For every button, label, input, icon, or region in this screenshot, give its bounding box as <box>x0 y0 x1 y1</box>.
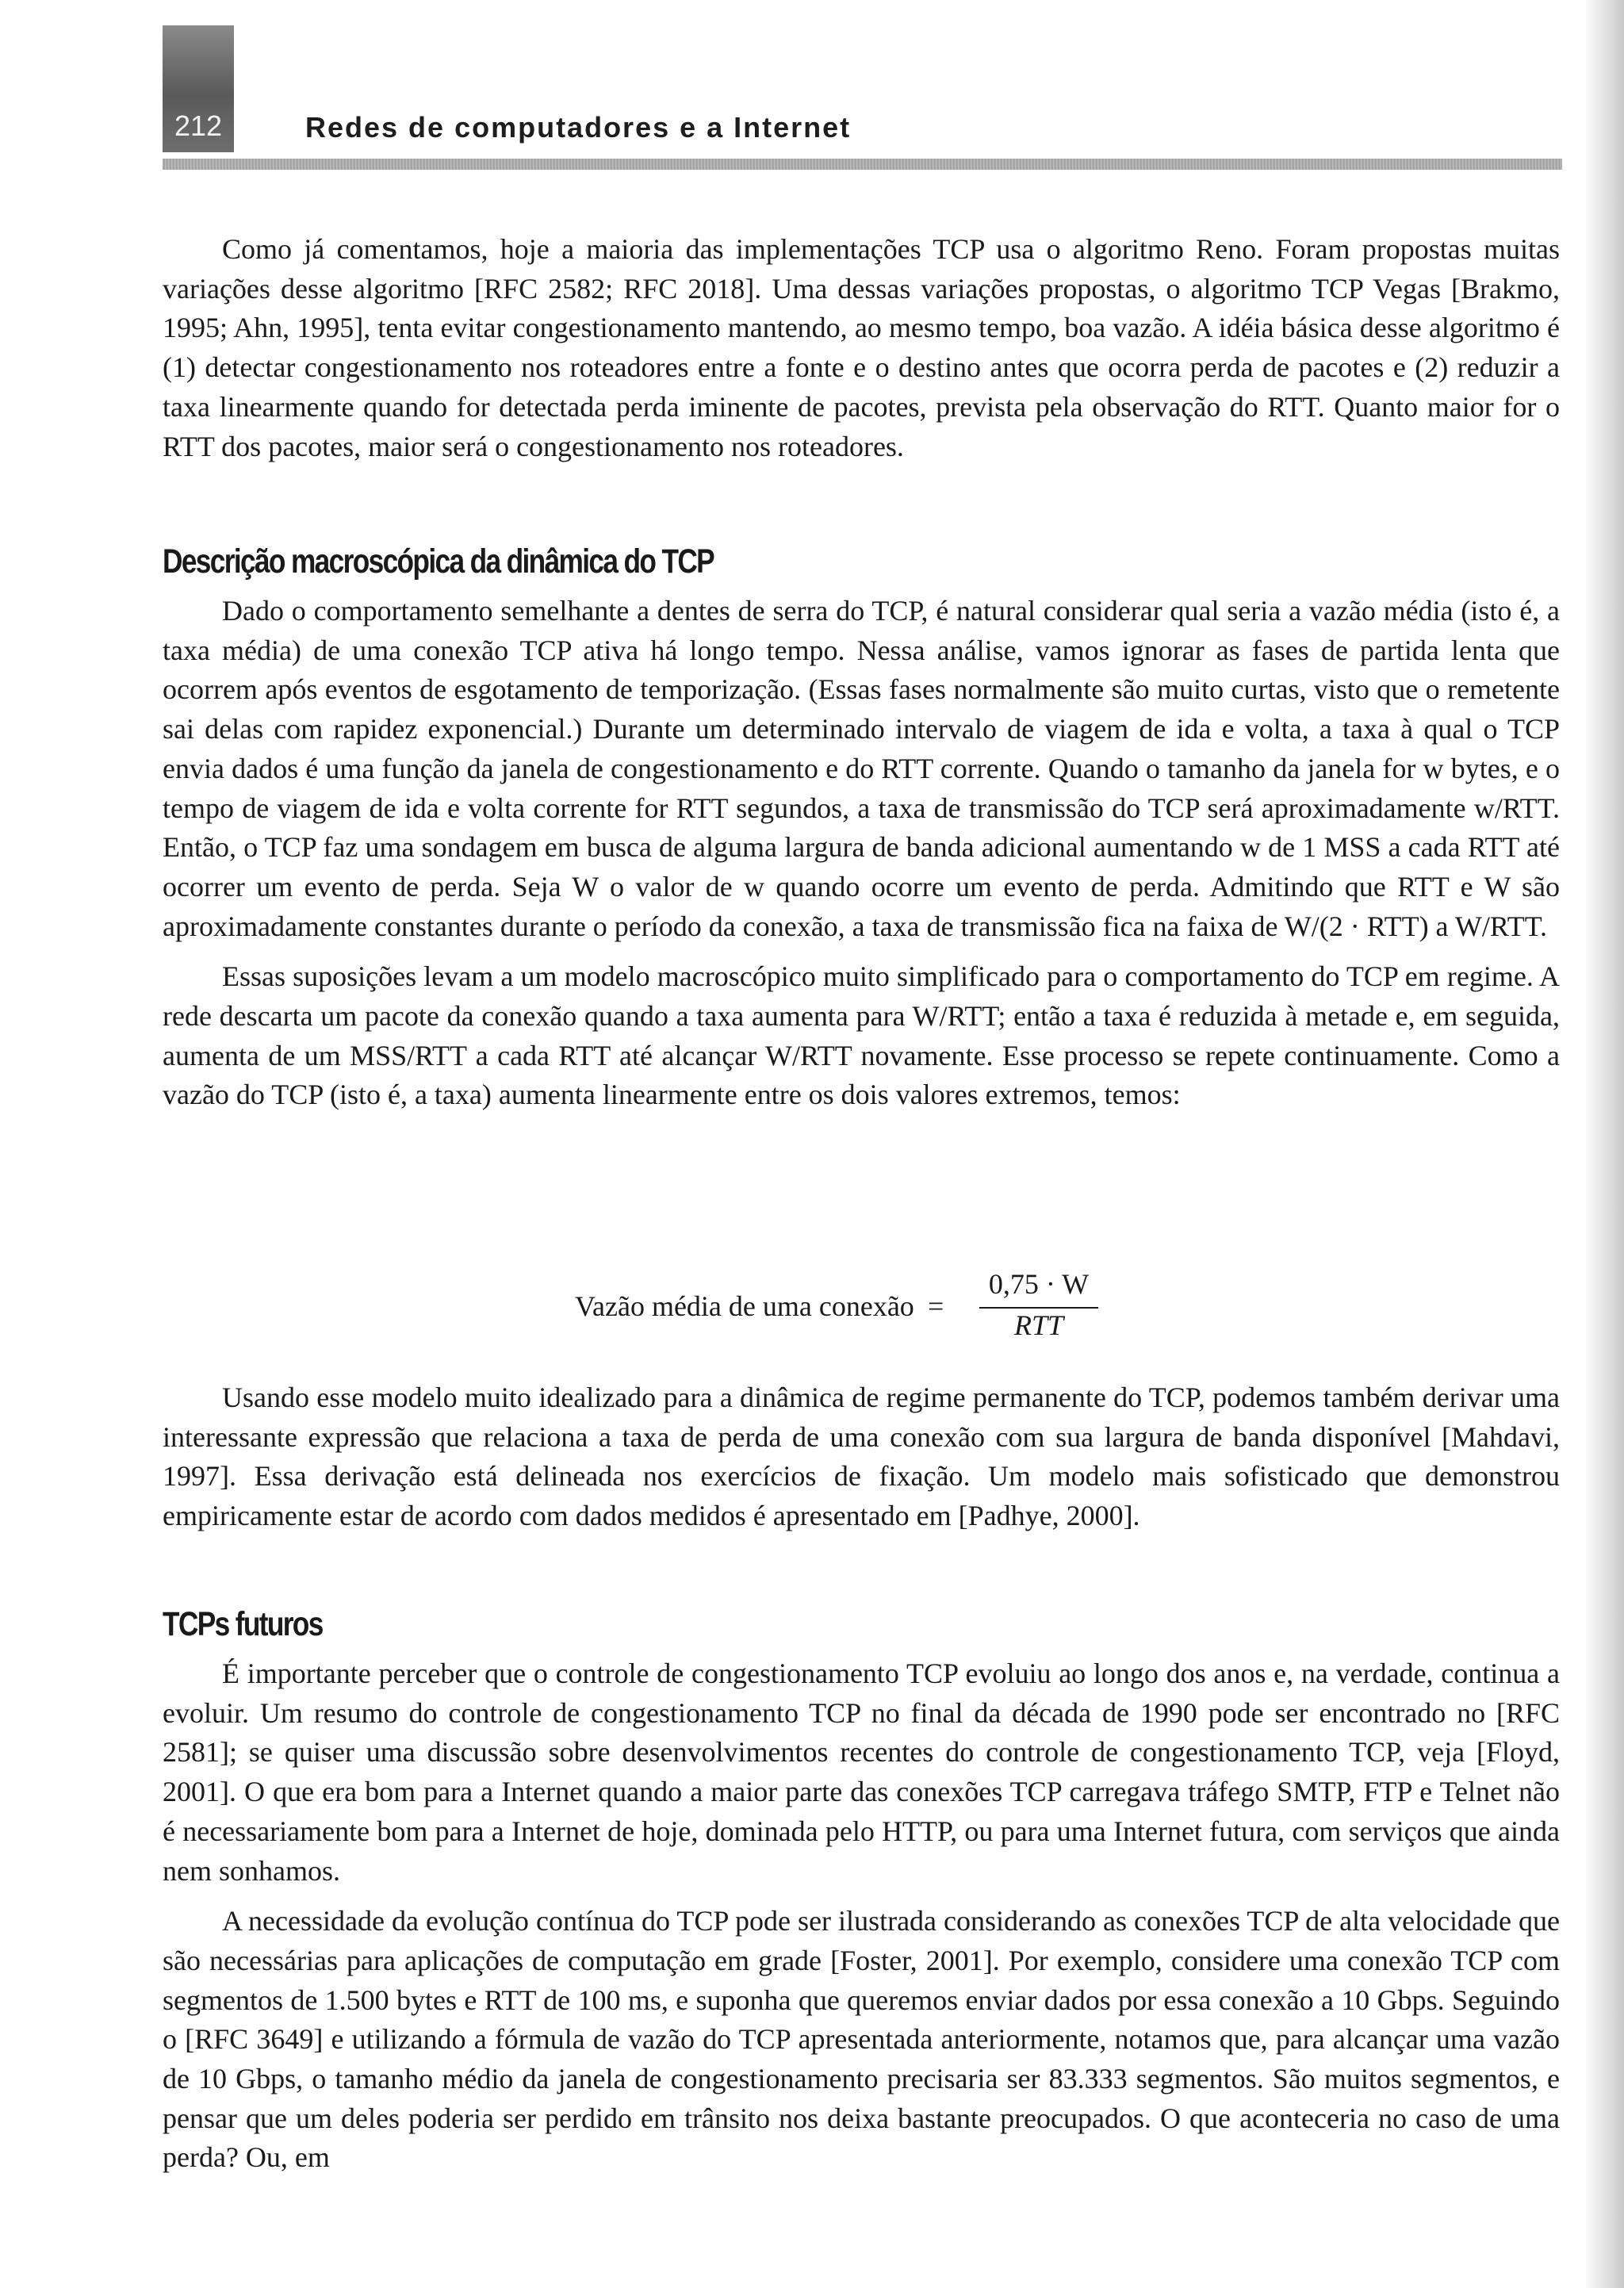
page-number: 212 <box>174 109 223 142</box>
running-title: Redes de computadores e a Internet <box>305 111 852 144</box>
intro-block <box>163 230 1560 477</box>
header-rule <box>163 159 1562 170</box>
section-future-tcps <box>163 1600 1560 2189</box>
equation-numerator: 0,75 · W <box>988 1268 1090 1300</box>
section-macroscopic <box>163 538 1560 1126</box>
page-edge-shadow <box>1586 0 1624 2288</box>
equation-label: Vazão média de uma conexão <box>575 1290 914 1322</box>
equation-sign: = <box>928 1290 944 1322</box>
paragraph: Dado o comportamento semelhante a dentes de serra do TCP, é natural considerar qual seria a vazão média (isto é, a taxa média) de uma conexão TCP ativa há longo tempo. Nessa análise, vamos ignorar as fases de partida lenta que ocorrem após eventos de esgotamento de temporização. (Essas fases normalmente são muito curtas, visto que o remetente sai delas com rapidez exponencial.) Durante um determinado intervalo de viagem de ida e volta, a taxa à qual o TCP envia dados é uma função da janela de congestionamento e do RTT corrente. Quando o tamanho da janela for w bytes, e o tempo de viagem de ida e volta corrente for RTT segundos, a taxa de transmissão do TCP será aproximadamente w/RTT. Então, o TCP faz uma sondagem em busca de alguma largura de banda adicional aumentando w de 1 MSS a cada RTT até ocorrer um evento de perda. Seja W o valor de w quando ocorre um evento de perda. Admitindo que RTT e W são aproximadamente constantes durante o período da conexão, a taxa de transmissão fica na faixa de W/(2 · RTT) a W/RTT. <box>163 595 1560 942</box>
section-heading: Descrição macroscópica da dinâmica do TCP <box>163 542 714 581</box>
section-macroscopic-cont <box>163 1378 1560 1547</box>
paragraph: Usando esse modelo muito idealizado para a dinâmica de regime permanente do TCP, podemos também derivar uma interessante expressão que relaciona a taxa de perda de uma conexão com sua largura de banda disponível [Mahdavi, 1997]. Essa derivação está delineada nos exercícios de fixação. Um modelo mais sofisticado que demonstrou empiricamente estar de acordo com dados medidos é apresentado em [Padhye, 2000]. <box>163 1382 1560 1532</box>
throughput-equation <box>575 1267 1130 1347</box>
paragraph: A necessidade da evolução contínua do TCP pode ser ilustrada considerando as conexões TCP de alta velocidade que são necessárias para aplicações de computação em grade [Foster, 2001]. Por exemplo, considere uma conexão TCP com segmentos de 1.500 bytes e RTT de 100 ms, e suponha que queremos enviar dados por essa conexão a 10 Gbps. Seguindo o [RFC 3649] e utilizando a fórmula de vazão do TCP apresentada anteriormente, notamos que, para alcançar uma vazão de 10 Gbps, o tamanho médio da janela de congestionamento precisaria ser 83.333 segmentos. São muitos segmentos, e pensar que um deles poderia ser perdido em trânsito nos deixa bastante preocupados. O que aconteceria no caso de uma perda? Ou, em <box>163 1905 1560 2174</box>
paragraph: É importante perceber que o controle de congestionamento TCP evoluiu ao longo dos anos e, na verdade, continua a evoluir. Um resumo do controle de congestionamento TCP no final da década de 1990 pode ser encontrado no [RFC 2581]; se quiser uma discussão sobre desenvolvimentos recentes do controle de congestionamento TCP, veja [Floyd, 2001]. O que era bom para a Internet quando a maior parte das conexões TCP carregava tráfego SMTP, FTP e Telnet não é necessariamente bom para a Internet de hoje, dominada pelo HTTP, ou para uma Internet futura, com serviços que ainda nem sonhamos. <box>163 1658 1560 1887</box>
intro-paragraph: Como já comentamos, hoje a maioria das implementações TCP usa o algoritmo Reno. Foram propostas muitas variações desse algoritmo [RFC 2582; RFC 2018]. Uma dessas variações propostas, o algoritmo TCP Vegas [Brakmo, 1995; Ahn, 1995], tenta evitar congestionamento mantendo, ao mesmo tempo, boa vazão. A idéia básica desse algoritmo é (1) detectar congestionamento nos roteadores entre a fonte e o destino antes que ocorra perda de pacotes e (2) reduzir a taxa linearmente quando for detectada perda iminente de pacotes, prevista pela observação do RTT. Quanto maior for o RTT dos pacotes, maior será o congestionamento nos roteadores. <box>163 233 1560 462</box>
section-heading: TCPs futuros <box>163 1605 323 1643</box>
equation-denominator: RTT <box>1013 1309 1064 1341</box>
paragraph: Essas suposições levam a um modelo macroscópico muito simplificado para o comportamento do TCP em regime. A rede descarta um pacote da conexão quando a taxa aumenta para W/RTT; então a taxa é reduzida à metade e, em seguida, aumenta de um MSS/RTT a cada RTT até alcançar W/RTT novamente. Esse processo se repete continuamente. Como a vazão do TCP (isto é, a taxa) aumenta linearmente entre os dois valores extremos, temos: <box>163 960 1560 1111</box>
